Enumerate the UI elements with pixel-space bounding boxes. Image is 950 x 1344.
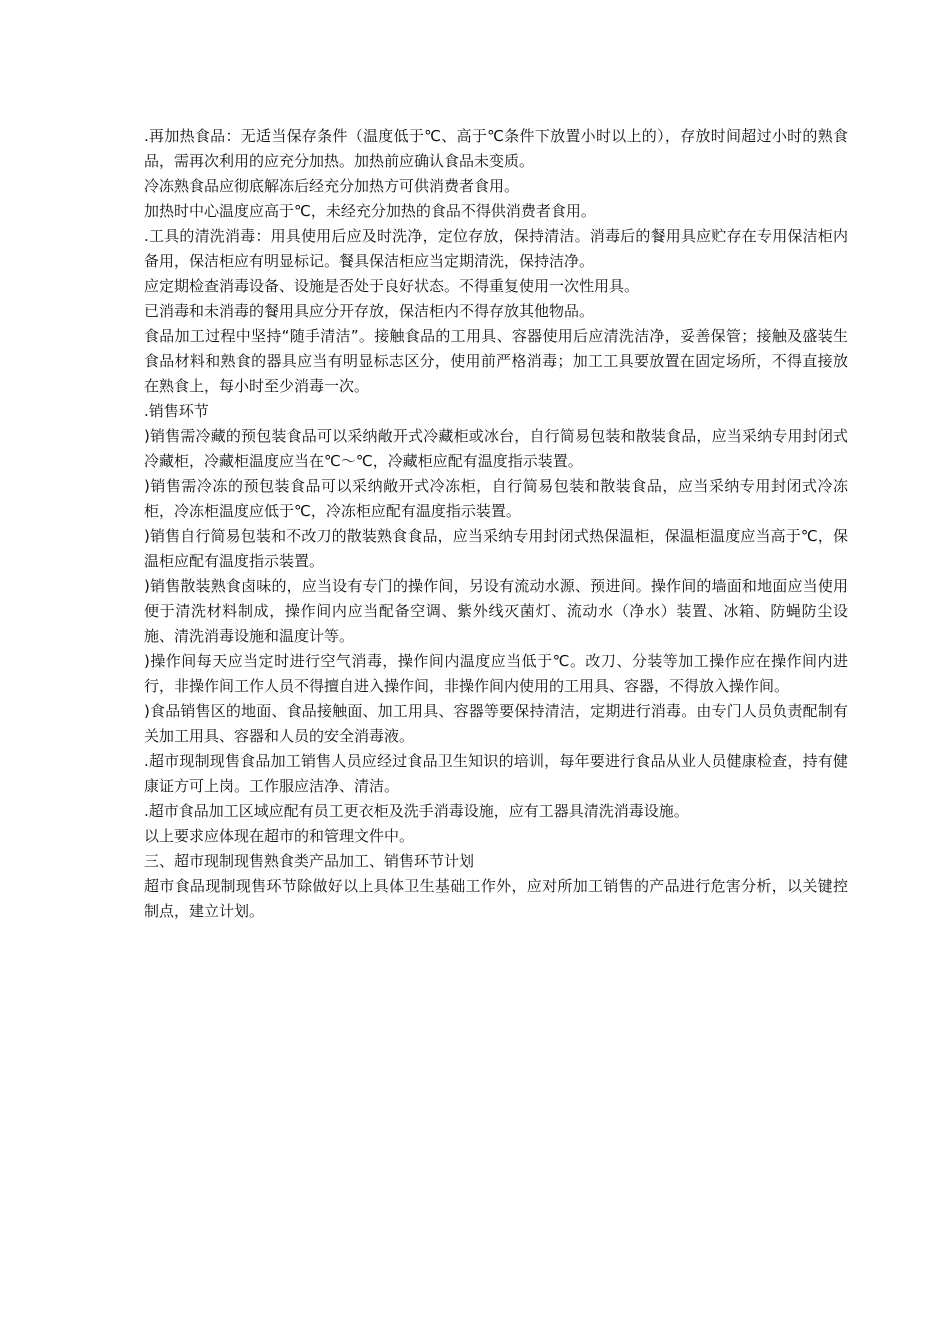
paragraph-core-temperature: 加热时中心温度应高于℃，未经充分加热的食品不得供消费者食用。	[144, 202, 596, 220]
paragraph-processing-area-facilities: .超市食品加工区域应配有员工更衣柜及洗手消毒设施，应有工器具清洗消毒设施。	[144, 802, 689, 820]
section-heading-sales: .销售环节	[144, 402, 209, 420]
paragraph-tool-cleaning: .工具的清洗消毒：用具使用后应及时洗净，定位存放，保持清洁。消毒后的餐用具应贮存在专用保洁柜内备用，保洁柜应有明显标记。餐具保洁柜应当定期清洗，保持洁净。	[144, 227, 848, 270]
paragraph-disinfection-equipment: 应定期检查消毒设备、设施是否处于良好状态。不得重复使用一次性用具。	[144, 277, 640, 295]
section-heading-plan: 三、超市现制现售熟食类产品加工、销售环节计划	[144, 852, 475, 870]
paragraph-frozen-sales: )销售需冷冻的预包装食品可以采纳敞开式冷冻柜，自行简易包装和散装食品，应当采纳专用封闭式冷冻柜，冷冻柜温度应低于℃，冷冻柜应配有温度指示装置。	[144, 477, 848, 520]
paragraph-hazard-analysis: 超市食品现制现售环节除做好以上具体卫生基础工作外，应对所加工销售的产品进行危害分析，以关键控制点，建立计划。	[144, 877, 848, 920]
paragraph-warm-holding-sales: )销售自行简易包装和不改刀的散装熟食食品，应当采纳专用封闭式热保温柜，保温柜温度应当高于℃，保温柜应配有温度指示装置。	[144, 527, 848, 570]
paragraph-staff-training: .超市现制现售食品加工销售人员应经过食品卫生知识的培训，每年要进行食品从业人员健康检查，持有健康证方可上岗。工作服应洁净、清洁。	[144, 752, 848, 795]
document-body	[144, 124, 848, 924]
paragraph-frozen-cooked-food: 冷冻熟食品应彻底解冻后经充分加热方可供消费者食用。	[144, 177, 520, 195]
paragraph-sales-area-cleaning: )食品销售区的地面、食品接触面、加工用具、容器等要保持清洁，定期进行消毒。由专门人员负责配制有关加工用具、容器和人员的安全消毒液。	[144, 702, 848, 745]
paragraph-refrigerated-sales: )销售需冷藏的预包装食品可以采纳敞开式冷藏柜或冰台，自行简易包装和散装食品，应当采纳专用封闭式冷藏柜，冷藏柜温度应当在℃～℃，冷藏柜应配有温度指示装置。	[144, 427, 848, 470]
paragraph-clean-as-you-go: 食品加工过程中坚持“随手清洁”。接触食品的工用具、容器使用后应清洗洁净，妥善保管；接触及盛装生食品材料和熟食的器具应当有明显标志区分，使用前严格消毒；加工工具要放置在固定场所，不得直接放在熟食上，每小时至少消毒一次。	[144, 327, 848, 395]
paragraph-management-documents: 以上要求应体现在超市的和管理文件中。	[144, 827, 415, 845]
paragraph-tableware-storage: 已消毒和未消毒的餐用具应分开存放，保洁柜内不得存放其他物品。	[144, 302, 595, 320]
paragraph-deli-operation-room: )销售散装熟食卤味的，应当设有专门的操作间，另设有流动水源、预进间。操作间的墙面和地面应当使用便于清洗材料制成，操作间内应当配备空调、紫外线灭菌灯、流动水（净水）装置、冰箱、防蝇防尘设施、清洗消毒设施和温度计等。	[144, 577, 848, 645]
paragraph-operation-room-disinfection: )操作间每天应当定时进行空气消毒，操作间内温度应当低于℃。改刀、分装等加工操作应在操作间内进行，非操作间工作人员不得擅自进入操作间，非操作间内使用的工用具、容器，不得放入操作间。	[144, 652, 848, 695]
paragraph-reheat-food: .再加热食品：无适当保存条件（温度低于℃、高于℃条件下放置小时以上的），存放时间超过小时的熟食品，需再次利用的应充分加热。加热前应确认食品未变质。	[144, 127, 848, 170]
